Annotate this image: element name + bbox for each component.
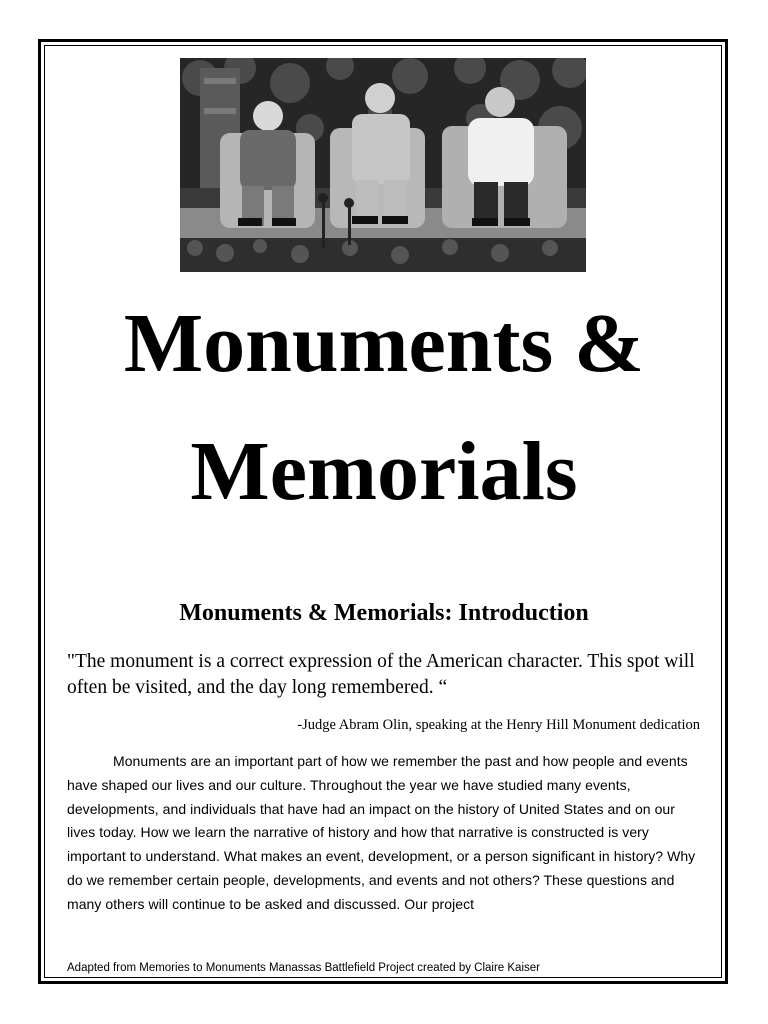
page-title-line-2: Memorials bbox=[190, 425, 578, 518]
footer-credit: Adapted from Memories to Monuments Manassas Battlefield Project created by Claire Kaiser bbox=[67, 962, 540, 974]
quote-text: "The monument is a correct expression of the American character. This spot will often be visited, and the day long remembered. “ bbox=[67, 651, 695, 698]
historical-photo bbox=[180, 58, 586, 272]
quote-attribution: -Judge Abram Olin, speaking at the Henry Hill Monument dedication bbox=[297, 717, 700, 733]
section-heading: Monuments & Memorials: Introduction bbox=[179, 600, 589, 626]
page-title-line-1: Monuments & bbox=[123, 297, 645, 390]
photo-illustration bbox=[180, 58, 586, 272]
intro-paragraph: Monuments are an important part of how we remember the past and how people and events have shaped our lives and our culture. Throughout the year we have studied many events, developments, and individuals that have had an impact on the history of United States and on our lives today. How we learn the narrative of history and how that narrative is constructed is very important to understand. What makes an event, development, or a person significant in history? Why do we remember certain people, developments, and events and not others? These questions and many others will continue to be asked and discussed. Our project bbox=[67, 753, 696, 912]
